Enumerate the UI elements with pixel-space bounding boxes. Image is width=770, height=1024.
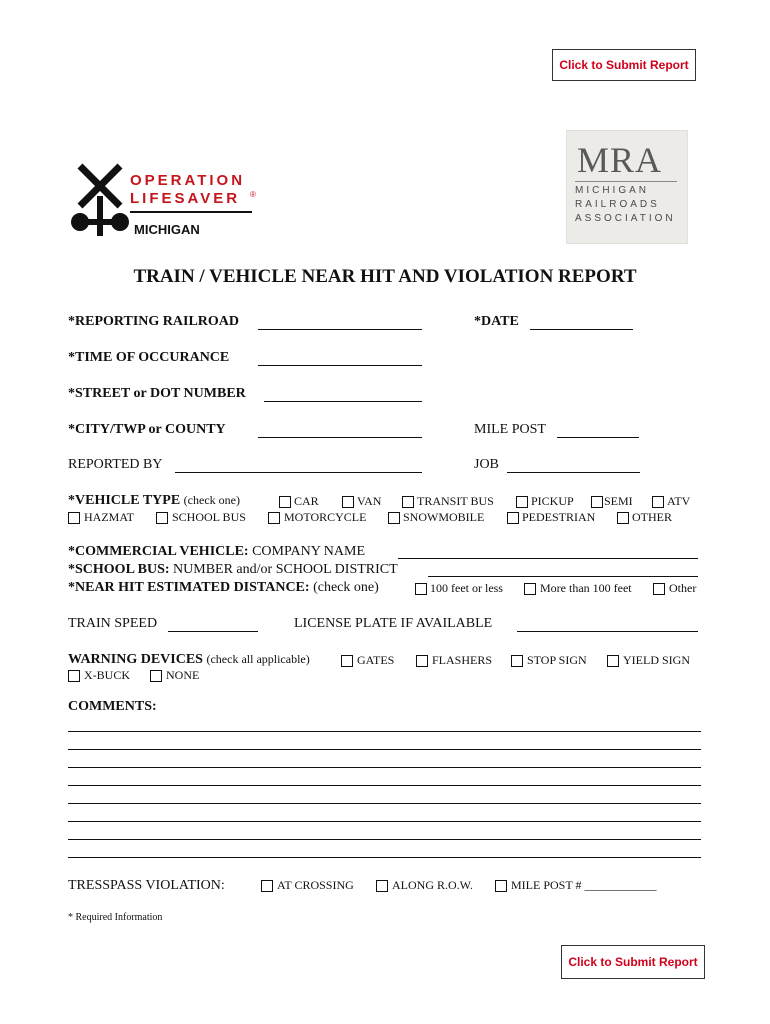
yield-sign-option-label: YIELD SIGN <box>623 653 690 667</box>
along-row-option-label: ALONG R.O.W. <box>392 878 473 892</box>
flashers-checkbox[interactable] <box>416 655 428 667</box>
other-vehicle-option-label: OTHER <box>632 510 672 524</box>
atv-option-label: ATV <box>667 494 691 508</box>
comment-line[interactable] <box>68 839 701 840</box>
stop-sign-checkbox[interactable] <box>511 655 523 667</box>
at-crossing-option-label: AT CROSSING <box>277 878 354 892</box>
date-field[interactable] <box>530 329 633 330</box>
city-twp-county-field[interactable] <box>258 437 422 438</box>
other-distance-checkbox[interactable] <box>653 583 665 595</box>
comment-line[interactable] <box>68 731 701 732</box>
mile-post-option-label: MILE POST # ____________ <box>511 878 657 892</box>
logo-text-lifesaver: LIFESAVER <box>130 190 241 207</box>
snowmobile-checkbox[interactable] <box>388 512 400 524</box>
mile-post-label: MILE POST <box>474 422 546 437</box>
x-buck-checkbox[interactable] <box>68 670 80 682</box>
x-buck-option-label: X-BUCK <box>84 668 131 682</box>
transit-bus-checkbox[interactable] <box>402 496 414 508</box>
other-distance-label: Other <box>669 581 697 595</box>
hazmat-checkbox[interactable] <box>68 512 80 524</box>
stop-sign-option-label: STOP SIGN <box>527 653 587 667</box>
train-speed-label: TRAIN SPEED <box>68 616 158 631</box>
license-plate-field[interactable] <box>517 631 698 632</box>
comment-line[interactable] <box>68 767 701 768</box>
pickup-checkbox[interactable] <box>516 496 528 508</box>
operation-lifesaver-logo <box>68 160 263 240</box>
semi-option-label: SEMI <box>604 494 633 508</box>
pedestrian-option-label: PEDESTRIAN <box>522 510 596 524</box>
submit-report-button-bottom[interactable]: Click to Submit Report <box>561 945 705 979</box>
atv-checkbox[interactable] <box>652 496 664 508</box>
pickup-option-label: PICKUP <box>531 494 574 508</box>
warning-devices-label: WARNING DEVICES (check all applicable) <box>68 652 310 667</box>
near-hit-label: *NEAR HIT ESTIMATED DISTANCE: (check one) <box>68 580 379 595</box>
date-label: *DATE <box>474 314 519 329</box>
time-of-occurance-field[interactable] <box>258 365 422 366</box>
trespass-violation-label: TRESSPASS VIOLATION: <box>68 878 225 893</box>
hazmat-option-label: HAZMAT <box>84 510 134 524</box>
logo-text-michigan: MICHIGAN <box>134 222 200 237</box>
comment-line[interactable] <box>68 803 701 804</box>
crossbuck-signal-icon <box>68 160 132 240</box>
pedestrian-checkbox[interactable] <box>507 512 519 524</box>
license-plate-label: LICENSE PLATE IF AVAILABLE <box>294 616 493 631</box>
reporting-railroad-field[interactable] <box>258 329 422 330</box>
street-dot-field[interactable] <box>264 401 422 402</box>
van-checkbox[interactable] <box>342 496 354 508</box>
school-bus-label: *SCHOOL BUS: NUMBER and/or SCHOOL DISTRICT <box>68 562 398 577</box>
mra-line3: ASSOCIATION <box>575 213 676 224</box>
comments-label: COMMENTS: <box>68 699 157 714</box>
car-option-label: CAR <box>294 494 319 508</box>
gates-checkbox[interactable] <box>341 655 353 667</box>
100-feet-or-less-label: 100 feet or less <box>430 581 503 595</box>
gates-option-label: GATES <box>357 653 395 667</box>
transit-bus-option-label: TRANSIT BUS <box>417 494 494 508</box>
mile-post-field[interactable] <box>557 437 639 438</box>
car-checkbox[interactable] <box>279 496 291 508</box>
more-than-100-feet-label: More than 100 feet <box>540 581 632 595</box>
vehicle-type-label: *VEHICLE TYPE (check one) <box>68 493 240 508</box>
logo-text-operation: OPERATION <box>130 172 246 189</box>
submit-report-button-top[interactable]: Click to Submit Report <box>552 49 696 81</box>
yield-sign-checkbox[interactable] <box>607 655 619 667</box>
city-twp-county-label: *CITY/TWP or COUNTY <box>68 422 226 437</box>
job-field[interactable] <box>507 472 640 473</box>
reporting-railroad-label: *REPORTING RAILROAD <box>68 314 240 329</box>
company-name-field[interactable] <box>398 558 698 559</box>
mra-line1: MICHIGAN <box>575 185 649 196</box>
semi-checkbox[interactable] <box>591 496 603 508</box>
reported-by-field[interactable] <box>175 472 422 473</box>
none-checkbox[interactable] <box>150 670 162 682</box>
registered-mark: ® <box>250 190 256 199</box>
school-bus-checkbox[interactable] <box>156 512 168 524</box>
commercial-vehicle-label: *COMMERCIAL VEHICLE: COMPANY NAME <box>68 544 366 559</box>
school-bus-option-label: SCHOOL BUS <box>172 510 246 524</box>
snowmobile-option-label: SNOWMOBILE <box>403 510 485 524</box>
more-than-100-feet-checkbox[interactable] <box>524 583 536 595</box>
mile-post-checkbox[interactable] <box>495 880 507 892</box>
report-title: TRAIN / VEHICLE NEAR HIT AND VIOLATION REPORT <box>133 266 637 287</box>
mra-rule <box>575 181 677 182</box>
comment-line[interactable] <box>68 785 701 786</box>
mra-logo <box>566 130 688 244</box>
mra-abbr: MRA <box>577 140 663 180</box>
along-row-checkbox[interactable] <box>376 880 388 892</box>
motorcycle-option-label: MOTORCYCLE <box>284 510 367 524</box>
none-option-label: NONE <box>166 668 200 682</box>
mra-line2: RAILROADS <box>575 199 660 210</box>
required-info-note: * Required Information <box>68 912 163 923</box>
job-label: JOB <box>474 457 499 472</box>
100-feet-or-less-checkbox[interactable] <box>415 583 427 595</box>
other-vehicle-checkbox[interactable] <box>617 512 629 524</box>
motorcycle-checkbox[interactable] <box>268 512 280 524</box>
at-crossing-checkbox[interactable] <box>261 880 273 892</box>
comment-line[interactable] <box>68 821 701 822</box>
flashers-option-label: FLASHERS <box>432 653 493 667</box>
comment-line[interactable] <box>68 857 701 858</box>
street-dot-label: *STREET or DOT NUMBER <box>68 386 246 401</box>
van-option-label: VAN <box>357 494 382 508</box>
comment-line[interactable] <box>68 749 701 750</box>
logo-divider <box>130 211 252 213</box>
school-district-field[interactable] <box>428 576 698 577</box>
train-speed-field[interactable] <box>168 631 258 632</box>
time-of-occurance-label: *TIME OF OCCURANCE <box>68 350 230 365</box>
reported-by-label: REPORTED BY <box>68 457 163 472</box>
